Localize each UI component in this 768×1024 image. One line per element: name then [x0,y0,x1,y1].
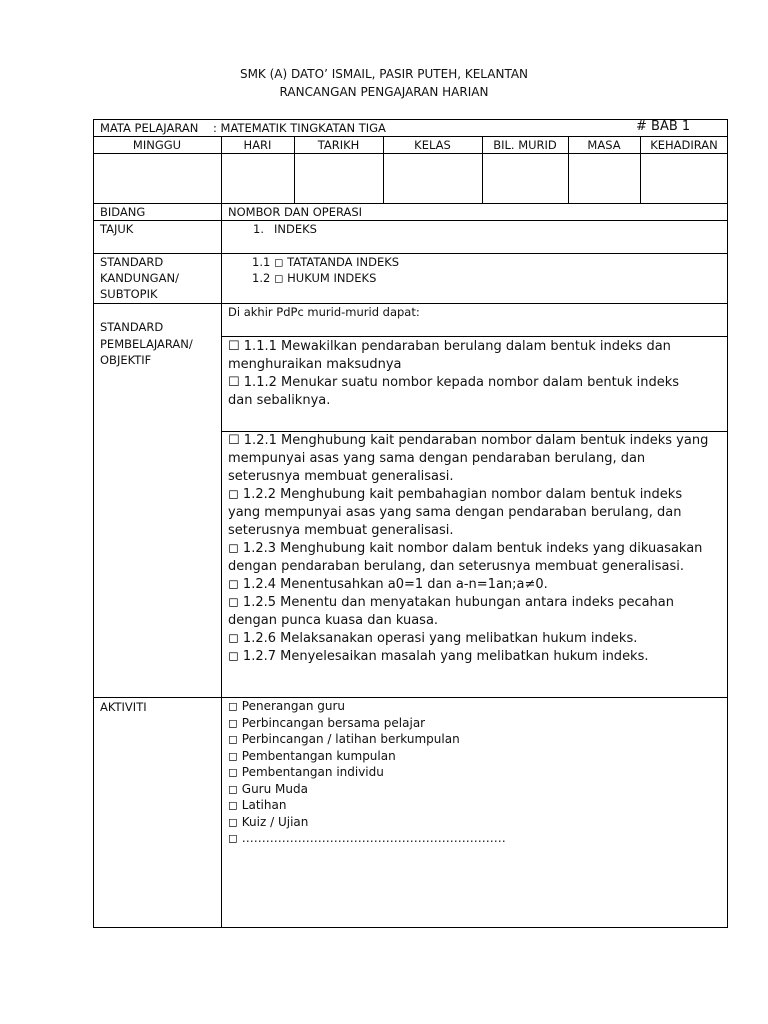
document-title: RANCANGAN PENGAJARAN HARIAN [279,85,489,99]
chapter-label: # BAB 1 [636,119,691,134]
activity-item: ◻ Pembentangan kumpulan [228,748,396,763]
objective-group-1 [228,338,698,410]
activity-item: ◻ Kuiz / Ujian [228,814,309,829]
bidang-value: NOMBOR DAN OPERASI [228,205,363,219]
col-header-bil-murid: BIL. MURID [493,138,557,152]
activity-item: ◻ Pembentangan individu [228,765,384,779]
activity-list [228,698,708,847]
col-header-tarikh: TARIKH [317,138,360,152]
objective-item: ◻ 1.2.5 Menentu dan menyatakan hubungan antara indeks pecahan dengan punca kuasa dan kuasa. [228,595,674,628]
standard-kandungan-label-1: STANDARD [100,255,164,269]
masa-cell[interactable] [569,154,639,202]
subtopic-item: 1.2 ◻ HUKUM INDEKS [252,271,377,285]
standard-kandungan-label-2: KANDUNGAN/ [100,271,179,285]
bidang-label: BIDANG [100,205,146,219]
col-header-kehadiran: KEHADIRAN [650,138,718,152]
standard-pembelajaran-label-2: PEMBELAJARAN/ [100,337,193,351]
standard-pembelajaran-label-1: STANDARD [100,320,164,334]
objective-item: ☐ 1.1.1 Mewakilkan pendaraban berulang dalam bentuk indeks dan menghuraikan maksudnya [228,339,671,372]
col-header-masa: MASA [587,138,621,152]
tarikh-cell[interactable] [295,154,382,202]
objective-item: ☐ 1.2.1 Menghubung kait pendaraban nombor dalam bentuk indeks yang mempunyai asas yang sama dengan pendaraban berulang, dan seterusnya membuat generalisasi. [228,433,709,484]
subtopic-item: 1.1 ◻ TATATANDA INDEKS [252,255,400,269]
kehadiran-cell[interactable] [641,154,727,202]
school-name: SMK (A) DATO’ ISMAIL, PASIR PUTEH, KELANTAN [239,67,529,81]
kelas-cell[interactable] [384,154,481,202]
objective-item: ◻ 1.2.7 Menyelesaikan masalah yang melibatkan hukum indeks. [228,649,649,664]
minggu-cell[interactable] [94,154,220,202]
activity-item: ◻ Latihan [228,798,287,812]
subject-label: MATA PELAJARAN [100,121,199,135]
standard-pembelajaran-label-3: OBJEKTIF [100,353,152,367]
tajuk-label: TAJUK [100,222,134,236]
activity-item: ◻ Perbincangan / latihan berkumpulan [228,732,460,746]
hari-cell[interactable] [222,154,293,202]
activity-item: ◻ ………………………………………………………… [228,831,506,845]
subject-value: : MATEMATIK TINGKATAN TIGA [213,121,386,135]
objective-item: ◻ 1.2.4 Menentusahkan a0=1 dan a-n=1an;a≠0. [228,577,548,592]
standard-kandungan-label-3: SUBTOPIK [100,287,158,301]
objective-item: ◻ 1.2.3 Menghubung kait nombor dalam bentuk indeks yang dikuasakan dengan pendaraban berulang, dan seterusnya membuat generalisasi. [228,541,703,574]
col-header-minggu: MINGGU [132,138,182,152]
tajuk-value: INDEKS [274,222,317,236]
activity-item: ◻ Penerangan guru [228,699,345,713]
activity-item: ◻ Perbincangan bersama pelajar [228,715,426,730]
col-header-kelas: KELAS [414,138,451,152]
objective-group-2 [228,432,718,666]
tajuk-number: 1. [253,222,264,236]
bil-murid-cell[interactable] [483,154,567,202]
aktiviti-label: AKTIVITI [100,700,147,714]
objective-item: ◻ 1.2.6 Melaksanakan operasi yang melibatkan hukum indeks. [228,631,638,646]
col-header-hari: HARI [243,138,272,152]
objective-intro: Di akhir PdPc murid-murid dapat: [228,305,420,319]
objective-item: ☐ 1.1.2 Menukar suatu nombor kepada nombor dalam bentuk indeks dan sebaliknya. [228,375,680,408]
objective-item: ◻ 1.2.2 Menghubung kait pembahagian nombor dalam bentuk indeks yang mempunyai asas yang sama dengan pendaraban berulang, dan seterusnya membuat generalisasi. [228,487,683,538]
activity-item: ◻ Guru Muda [228,781,308,796]
